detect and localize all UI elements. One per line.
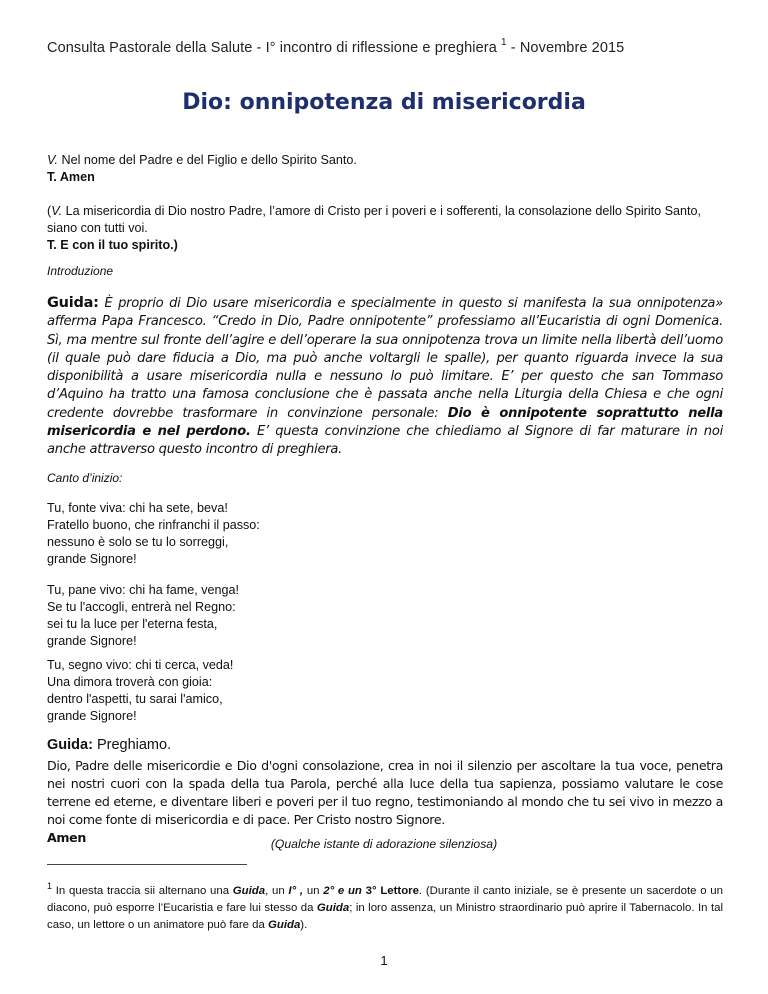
guida-intro-rest: E’ questa convinzione che chiediamo al Signore di far maturare in noi anche attraverso questo incontro di preghiera.: [47, 424, 723, 458]
canto-line: Una dimora troverà con gioia:: [47, 675, 213, 689]
fn-bold: Guida: [316, 901, 350, 914]
guida-intro-text: È proprio di Dio usare misericordia e specialmente in questo si manifesta la sua onnipotenza» afferma Papa Francesco. “Credo in Dio, Padre onnipotente” professiamo all’Eucaristia di ogni Domenica. Sì, ma mentre sul fronte dell’agire e dell’operare la sua onnipotenza trova un limite nella libertà dell’uomo (il quale può dare fiducia a Dio, ma può anche voltargli le spalle), per quanto riguarda invece la sua disponibilità a usare misericordia nulla e nessuno lo può limitare. E’ per questo che san Tommaso d’Aquino ha tratto una famosa conclusione che è passata anche nella Liturgia della Chiesa e che ogni credente dovrebbe trasformare in convinzione personale:: [47, 296, 723, 421]
fn-bold: 3° Lettore: [365, 884, 419, 897]
footnote-number: 1: [47, 881, 53, 891]
canto-line: grande Signore!: [47, 709, 137, 723]
alt-v-label: V.: [51, 204, 63, 218]
fn-text: ).: [300, 918, 308, 931]
alt-v-text: La misericordia di Dio nostro Padre, l’amore di Cristo per i poveri e i sofferenti, la consolazione dello Spirito Santo, siano con tutti voi.: [47, 204, 702, 235]
fn-text: . (Durante il canto iniziale, se è presente un sacerdote o un diacono, può esporre l’Eucaristia e fare lui stesso da: [47, 884, 723, 914]
introduction-label: Introduzione: [47, 264, 114, 278]
canto-line: Tu, segno vivo: chi ti cerca, veda!: [47, 658, 234, 672]
footnote-divider: [47, 864, 247, 865]
fn-bold: Guida: [232, 884, 266, 897]
canto-line: sei tu la luce per l'eterna festa,: [47, 617, 218, 631]
canto-line: Fratello buono, che rinfranchi il passo:: [47, 518, 260, 532]
page-title: Dio: onnipotenza di misericordia: [182, 90, 586, 115]
header-footnote-ref: 1: [501, 37, 507, 48]
guida-label: Guida:: [47, 295, 99, 311]
guida-intro-bold: Dio è onnipotente soprattutto nella misericordia e nel perdono.: [47, 405, 723, 440]
footnote: [47, 878, 723, 934]
guida-label: Guida:: [47, 737, 93, 753]
guida-prayer-text: Preghiamo.: [92, 737, 172, 753]
prayer-text: Dio, Padre delle misericordie e Dio d'ogni consolazione, crea in noi il silenzio per ascoltare la tua voce, penetra nei nostri cuori con la spada della tua Parola, perché alla luce della tua sapienza, possiamo valutare le cose terrene ed eterne, e diventare liberi e poveri per il tuo regno, testimoniando al mondo che tu sei vivo in mezzo a noi come fonte di misericordia e di pace. Per Cristo nostro Signore.: [47, 758, 723, 827]
fn-bold: 2° e un: [323, 884, 362, 897]
fn-text: ; in loro assenza, un Ministro straordinario può aprire il Tabernacolo. In tal caso, un lettore o un animatore può fare da: [47, 901, 723, 931]
adoration-note: (Qualche istante di adorazione silenziosa): [270, 837, 498, 851]
canto-stanza-2: [47, 582, 723, 650]
fn-text: , un: [265, 884, 289, 897]
canto-stanza-3: [47, 657, 723, 725]
alt-t-response: T. E con il tuo spirito.): [47, 238, 178, 252]
page-header: [47, 38, 727, 56]
header-text: Consulta Pastorale della Salute - I° incontro di riflessione e preghiera: [47, 39, 497, 56]
canto-line: grande Signore!: [47, 634, 137, 648]
prayer-amen: Amen: [47, 830, 86, 845]
alternative-greeting: [47, 203, 723, 254]
fn-text: un: [303, 884, 324, 897]
fn-bold: Guida: [268, 918, 301, 931]
opening-versicle: [47, 152, 723, 186]
v-label: V.: [47, 153, 58, 167]
canto-line: Tu, fonte viva: chi ha sete, beva!: [47, 501, 228, 515]
page-number: 1: [380, 953, 388, 968]
header-date: - Novembre 2015: [506, 39, 625, 56]
canto-line: Se tu l'accogli, entrerà nel Regno:: [47, 600, 236, 614]
v-text: Nel nome del Padre e del Figlio e dello Spirito Santo.: [57, 153, 357, 167]
guida-introduction: [47, 294, 723, 460]
canto-line: dentro l'aspetti, tu sarai l'amico,: [47, 692, 223, 706]
paren-open: (: [47, 204, 52, 218]
canto-label: Canto d’inizio:: [47, 471, 123, 485]
fn-bold: I° ,: [288, 884, 304, 897]
t-response: T. Amen: [47, 170, 95, 184]
canto-line: Tu, pane vivo: chi ha fame, venga!: [47, 583, 240, 597]
canto-stanza-1: [47, 500, 723, 568]
prayer-body: [47, 757, 723, 847]
canto-line: nessuno è solo se tu lo sorreggi,: [47, 535, 229, 549]
guida-prayer-heading: [47, 737, 171, 753]
fn-text: In questa traccia sii alternano una: [52, 884, 233, 897]
canto-line: grande Signore!: [47, 552, 137, 566]
